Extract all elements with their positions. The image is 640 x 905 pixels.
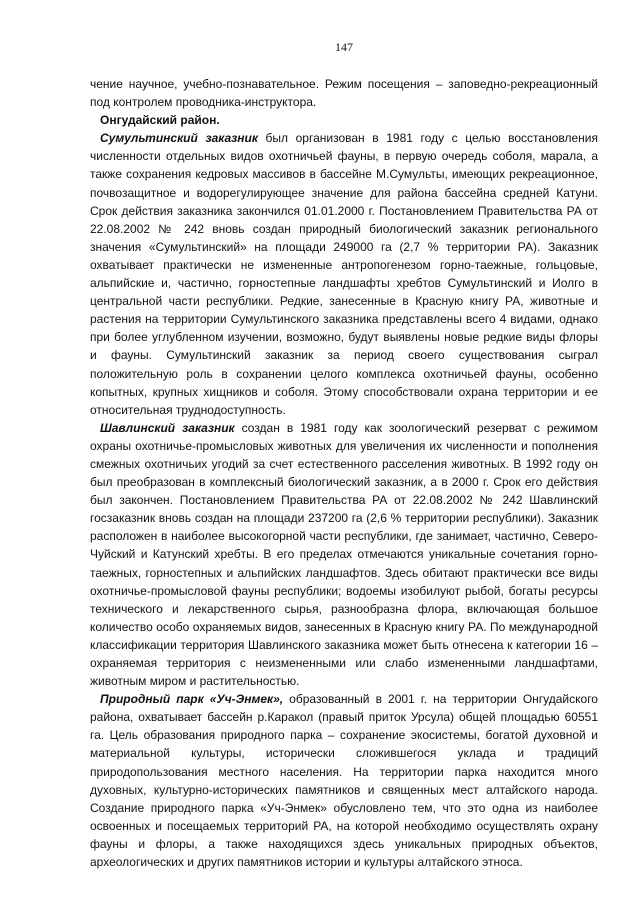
paragraph-lead: Шавлинский заказник bbox=[100, 420, 235, 435]
district-heading: Онгудайский район. bbox=[100, 113, 220, 128]
paragraph-uch-enmek bbox=[90, 690, 598, 871]
body-text bbox=[90, 75, 598, 871]
paragraph-shavla bbox=[90, 419, 598, 690]
paragraph-lead: Сумультинский заказник bbox=[100, 131, 258, 146]
paragraph-sumulta bbox=[90, 129, 598, 419]
paragraph-text: был организован в 1981 году с целью восстановления численности отдельных видов охотничьей фауны, в первую очередь соболя, марала, а также сохранения кедровых массивов в бассейне М.Сумульты, имеющих рекреационное, почвозащитное и водорегулирующее значение для района бассейна средней Катуни. Срок действия заказника закончился 01.01.2000 г. Постановлением Правительства РА от 22.08.2002 № 242 вновь создан природный биологический заказник регионального значения «Сумультинский» на площади 249000 га (2,7 % территории РА). Заказник охватывает практически не измененные антропогенезом горно-таежные, гольцовые, альпийские и, частично, горностепные ландшафты хребтов Сумультинский и Иолго в центральной части республики. Редкие, занесенные в Красную книгу РА, животные и растения на территории Сумультинского заказника представлены всего 4 видами, однако при более углубленном изучении, возможно, будут выявлены новые редкие виды флоры и фауны. Сумультинский заказник за период своего существования сыграл положительную роль в сохранении целого комплекса охотничьей фауны, особенно копытных, крупных хищников и соболя. Этому способствовали охрана территории и ее относительная труднодоступность. bbox=[90, 131, 598, 417]
paragraph-text: создан в 1981 году как зоологический резерват с режимом охраны охотничье-промысловых животных для увеличения их численности и пополнения смежных охотничьих угодий за счет естественного расселения животных. В 1992 году он был преобразован в комплексный биологический заказник, а в 2000 г. Срок его действия был закончен. Постановлением Правительства РА от 22.08.2002 № 242 Шавлинский госзаказник вновь создан на площади 237200 га (2,6 % территории республики). Заказник расположен в наиболее высокогорной части республики, где занимает, частично, Северо-Чуйский и Катунский хребты. В его пределах отмечаются уникальные сочетания горно-таежных, горностепных и альпийских ландшафтов. Здесь обитают практически все виды охотничье-промысловой фауны республики; водоемы изобилуют рыбой, богаты ресурсы технического и лекарственного сырья, разнообразна флора, включающая большое количество особо охраняемых видов, занесенных в Красную книгу РА. По международной классификации территория Шавлинского заказника может быть отнесена к категории 16 – охраняемая территория с неизмененными или слабо измененными ландшафтами, животным миром и растительностью. bbox=[90, 420, 598, 689]
continuation-paragraph: чение научное, учебно-познавательное. Режим посещения – заповедно-рекреационный под контролем проводника-инструктора. bbox=[90, 77, 598, 110]
page-number: 147 bbox=[335, 40, 353, 54]
paragraph-lead: Природный парк «Уч-Энмек», bbox=[100, 692, 284, 707]
paragraph-text: образованный в 2001 г. на территории Онгудайского района, охватывает бассейн р.Каракол (правый приток Урсула) общей площадью 60551 га. Цель образования природного парка – сохранение экосистемы, богатой духовной и материальной культуры, исторически сложившегося уклада и традиций природопользования местного населения. На территории парка находится много духовных, культурно-исторических памятников и священных мест алтайского народа. Создание природного парка «Уч-Энмек» обусловлено тем, что это одна из наиболее освоенных и посещаемых территорий РА, на которой необходимо осуществлять охрану фауны и флоры, а также находящихся здесь уникальных природных объектов, археологических и других памятников истории и культуры алтайского этноса. bbox=[90, 692, 598, 870]
